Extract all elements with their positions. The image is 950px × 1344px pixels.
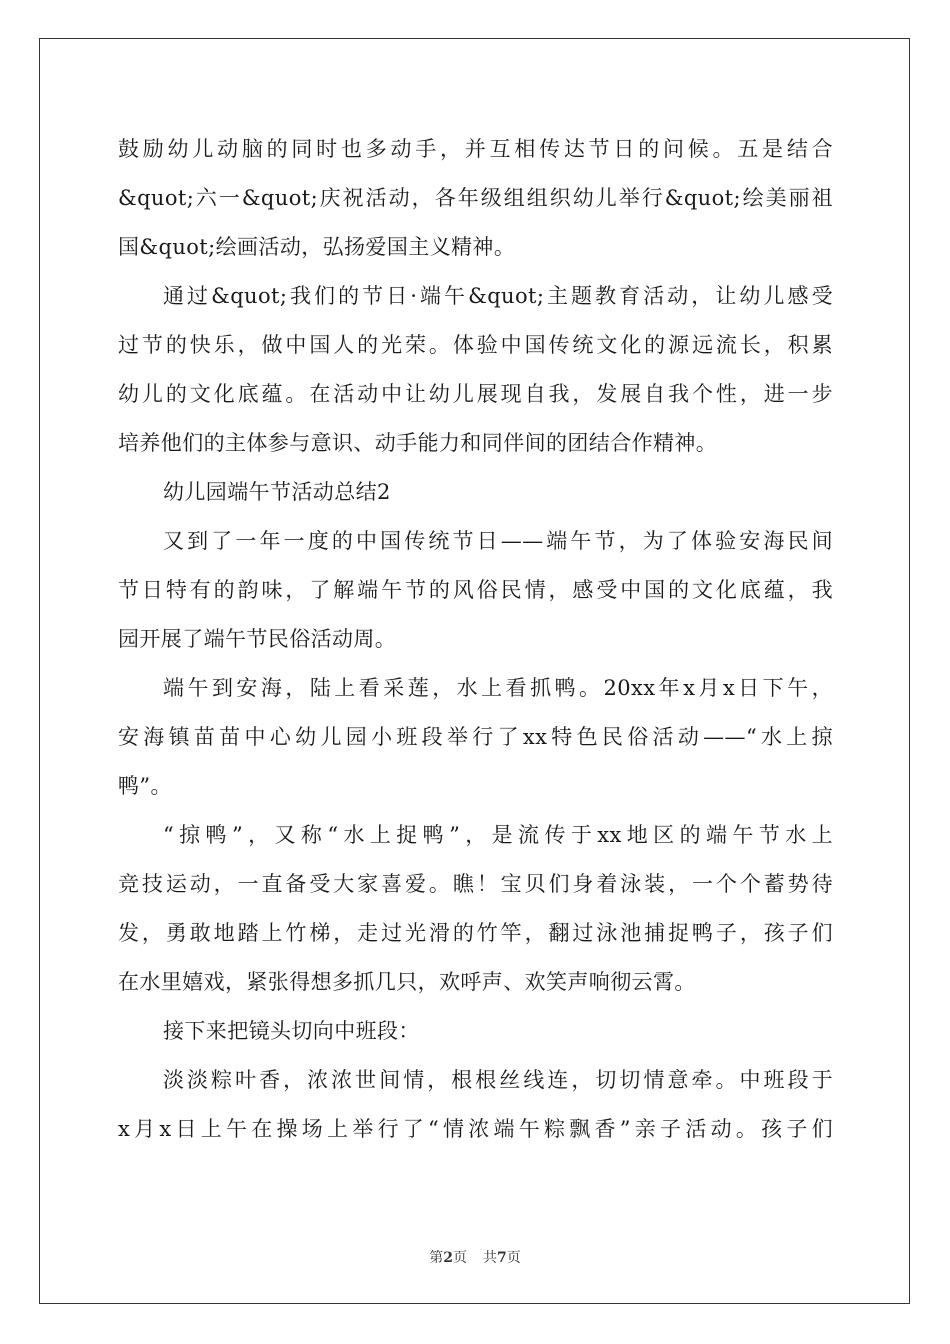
text-line: 端午到安海，陆上看采莲，水上看抓鸭。20xx年x月x日下午， [163,676,833,700]
text-line: 过节的快乐，做中国人的光荣。体验中国传统文化的源远流长，积累 [118,333,833,357]
text-line: 鸭”。 [118,774,172,798]
total-suffix: 页 [506,1250,521,1266]
text-line: 在水里嬉戏，紧张得想多抓几只，欢呼声、欢笑声响彻云霄。 [118,970,696,994]
text-line: 又到了一年一度的中国传统节日——端午节，为了体验安海民间 [163,529,833,553]
text-line: 竞技运动，一直备受大家喜爱。瞧！宝贝们身着泳装，一个个蓄势待 [118,872,833,896]
total-prefix: 共 [483,1250,497,1266]
text-line: x月x日上午在操场上举行了“情浓端午粽飘香”亲子活动。孩子们 [118,1117,833,1141]
text-line: 鼓励幼儿动脑的同时也多动手，并互相传达节日的问候。五是结合 [118,137,833,161]
text-line: 接下来把镜头切向中班段： [163,1019,420,1043]
text-line: 淡淡粽叶香，浓浓世间情，根根丝线连，切切情意牵。中班段于 [163,1068,833,1092]
page-current: 2 [443,1250,453,1266]
text-line: &quot;六一&quot;庆祝活动，各年级组组织幼儿举行&quot;绘美丽祖 [118,186,833,210]
page-prefix: 第 [429,1250,444,1266]
text-line: 安海镇苗苗中心幼儿园小班段举行了xx特色民俗活动——“水上掠 [118,725,833,749]
text-line: 发，勇敢地踏上竹梯，走过光滑的竹竿，翻过泳池捕捉鸭子，孩子们 [118,921,833,945]
text-line: 园开展了端午节民俗活动周。 [118,627,397,651]
page-total: 7 [497,1250,507,1266]
text-line: 节日特有的韵味，了解端午节的风俗民情，感受中国的文化底蕴，我 [118,578,833,602]
document-body [118,125,833,1154]
text-line: 国&quot;绘画活动，弘扬爱国主义精神。 [118,235,516,259]
text-line: 幼儿的文化底蕴。在活动中让幼儿展现自我，发展自我个性，进一步 [118,382,833,406]
section-heading: 幼儿园端午节活动总结2 [163,480,391,504]
page-footer [0,1247,950,1267]
text-line: 通过&quot;我们的节日·端午&quot;主题教育活动，让幼儿感受 [163,284,833,308]
text-line: “掠鸭”，又称“水上捉鸭”，是流传于xx地区的端午节水上 [163,823,833,847]
page-suffix: 页 [453,1250,467,1266]
text-line: 培养他们的主体参与意识、动手能力和同伴间的团结合作精神。 [118,431,718,455]
